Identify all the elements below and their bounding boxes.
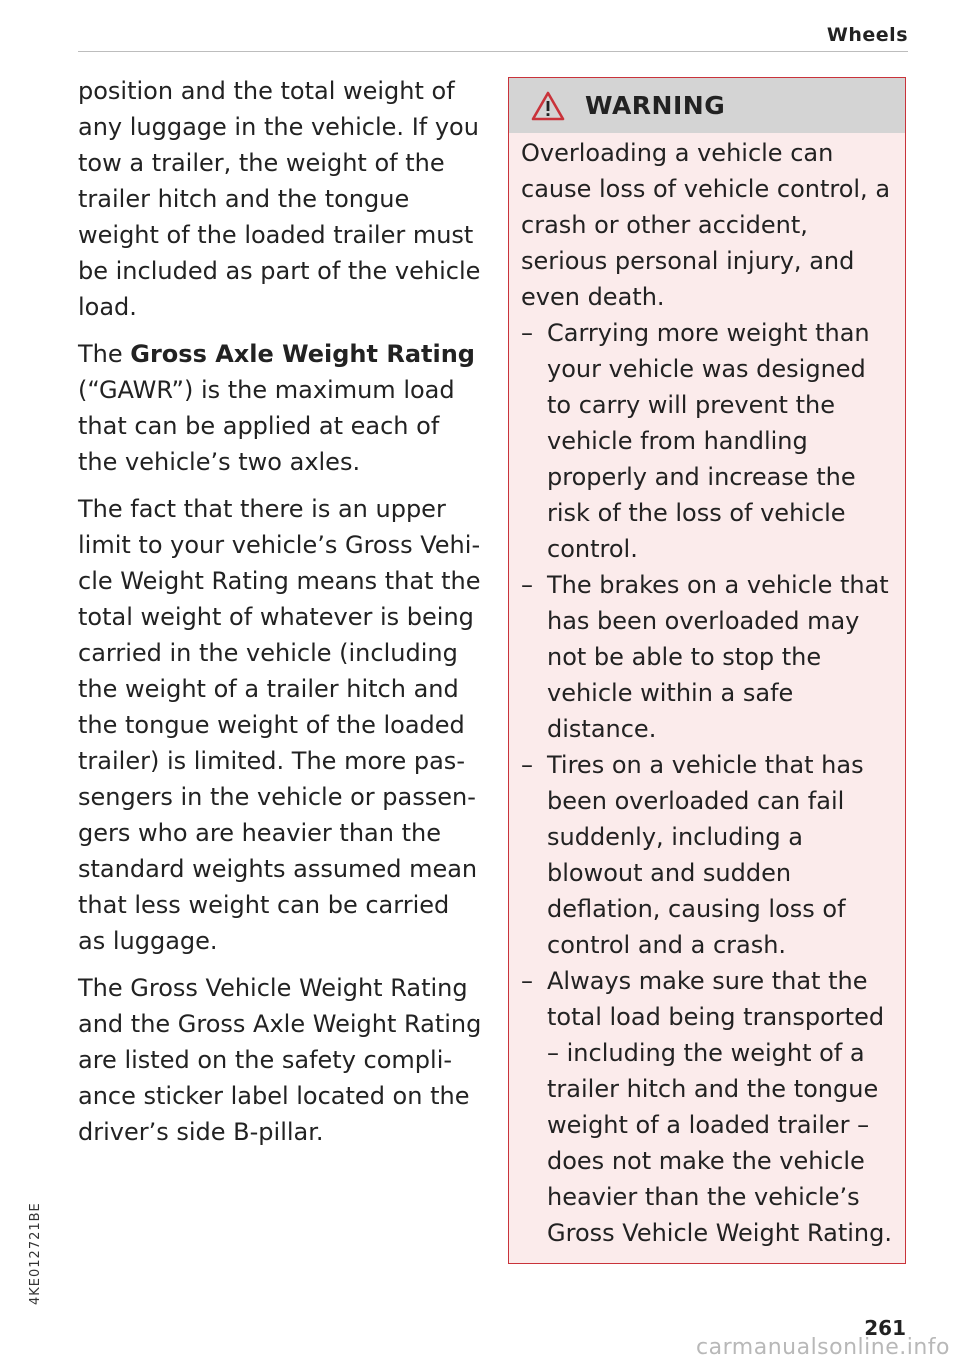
dash-bullet: –: [521, 751, 533, 779]
paragraph-vehicle-load: position and the total weight of any luggage in the vehicle. If you tow a trailer, the weight of the trailer hitch and the tongue weight of the loaded trailer must be included as part of the vehicle load.: [78, 77, 481, 321]
page-number: 261: [864, 1316, 906, 1340]
warning-header: [509, 78, 905, 133]
warning-item-text: The brakes on a vehicle that has been overloaded may not be able to stop the vehicle within a safe distance.: [547, 571, 889, 743]
document-code: 4KE012721BE: [28, 1202, 43, 1305]
watermark: carmanualsonline.info: [696, 1335, 950, 1360]
warning-triangle-icon: [531, 91, 565, 121]
dash-bullet: –: [521, 319, 533, 347]
warning-item: [521, 963, 895, 1251]
body-text-column: [78, 73, 483, 1161]
warning-list: [521, 315, 895, 1251]
warning-item-text: Always make sure that the total load being transported – including the weight of a trailer hitch and the tongue weight of a loaded trailer – does not make the vehicle heavier than the vehicle’s Gross Vehicle Weight Rating.: [547, 967, 892, 1247]
gawr-prefix: The: [78, 340, 131, 368]
warning-item-text: Carrying more weight than your vehicle was designed to carry will prevent the vehicle from handling properly and increase the risk of the loss of vehicle control.: [547, 319, 870, 563]
dash-bullet: –: [521, 571, 533, 599]
warning-box: [508, 77, 906, 1264]
warning-item: [521, 567, 895, 747]
paragraph-gvwr-limit: The fact that there is an upper limit to your vehicle’s Gross Vehicle Weight Rating means that the total weight of whatever is being carried in the vehicle (including the weight of a trailer hitch and the tongue weight of the loaded trailer) is limited. The more passengers in the vehicle or passengers who are heavier than the standard weights assumed mean that less weight can be carried as luggage.: [78, 495, 481, 955]
warning-title: WARNING: [585, 91, 726, 120]
gawr-term: Gross Axle Weight Rating: [130, 340, 475, 368]
warning-body: [509, 133, 905, 1263]
paragraph-sticker-location: The Gross Vehicle Weight Rating and the Gross Axle Weight Rating are listed on the safety compliance sticker label located on the driver’s side B-pillar.: [78, 974, 482, 1146]
warning-item-text: Tires on a vehicle that has been overloaded can fail suddenly, including a blowout and sudden deflation, causing loss of control and a crash.: [547, 751, 864, 959]
header-divider: [78, 51, 908, 52]
section-title: Wheels: [826, 24, 908, 46]
warning-item: [521, 747, 895, 963]
warning-intro: Overloading a vehicle can cause loss of vehicle control, a crash or other accident, serious personal injury, and even death.: [521, 139, 891, 311]
paragraph-gawr: [78, 336, 483, 480]
warning-item: [521, 315, 895, 567]
dash-bullet: –: [521, 967, 533, 995]
gawr-definition: (“GAWR”) is the maximum load that can be applied at each of the vehicle’s two axles.: [78, 376, 455, 476]
